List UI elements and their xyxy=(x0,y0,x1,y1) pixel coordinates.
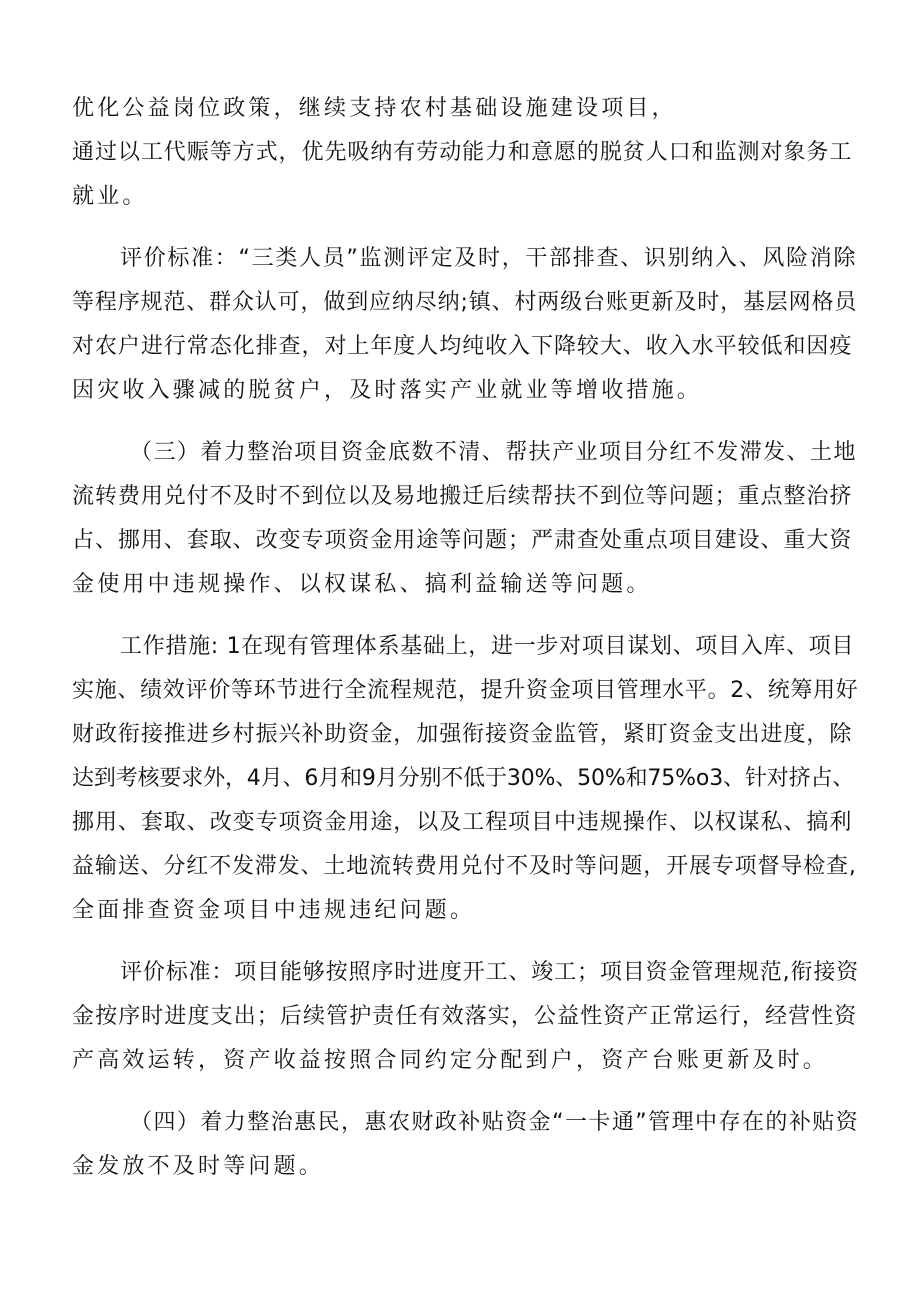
text-line: 评价标准：项目能够按照序时进度开工、竣工；项目资金管理规范,衔接资 xyxy=(120,960,860,985)
text-line: 等程序规范、群众认可，做到应纳尽纳;镇、村两级台账更新及时，基层网格员 xyxy=(72,290,858,315)
text-line: 对农户进行常态化排查，对上年度人均纯收入下降较大、收入水平较低和因疫 xyxy=(72,334,853,359)
text-line: 产高效运转，资产收益按照合同约定分配到户，资产台账更新及时。 xyxy=(72,1048,829,1073)
text-line: （三）着力整治项目资金底数不清、帮扶产业项目分红不发滞发、土地 xyxy=(130,440,857,465)
text-line: 评价标准：“三类人员”监测评定及时，干部排查、识别纳入、风险消除 xyxy=(120,246,858,271)
text-line: 优化公益岗位政策，继续支持农村基础设施建设项目， xyxy=(72,96,677,121)
text-line: 金发放不及时等问题。 xyxy=(72,1154,325,1179)
text-line: 全面排查资金项目中违规违纪问题。 xyxy=(72,898,476,923)
text-line: 益输送、分红不发滞发、土地流转费用兑付不及时等问题，开展专项督导检查, xyxy=(72,854,857,879)
text-line: 财政衔接推进乡村振兴补助资金，加强衔接资金监管，紧盯资金支出进度，除 xyxy=(72,722,853,747)
text-line: 金按序时进度支出；后续管护责任有效落实，公益性资产正常运行，经营性资 xyxy=(72,1004,858,1029)
text-line: 达到考核要求外，4月、6月和9月分别不低于30%、50%和75%o3、针对挤占、 xyxy=(72,766,855,791)
text-line: （四）着力整治惠民，惠农财政补贴资金“一卡通”管理中存在的补贴资 xyxy=(130,1110,860,1135)
text-line: 通过以工代赈等方式，优先吸纳有劳动能力和意愿的脱贫人口和监测对象务工 xyxy=(72,140,853,165)
text-line: 流转费用兑付不及时不到位以及易地搬迁后续帮扶不到位等问题；重点整治挤 xyxy=(72,484,853,509)
text-line: 工作措施: 1在现有管理体系基础上，进一步对项目谋划、项目入库、项目 xyxy=(120,634,855,659)
text-line: 因灾收入骤减的脱贫户，及时落实产业就业等增收措施。 xyxy=(72,378,703,403)
text-line: 占、挪用、套取、改变专项资金用途等问题；严肃查处重点项目建设、重大资 xyxy=(72,528,853,553)
text-line: 金使用中违规操作、以权谋私、搞利益输送等问题。 xyxy=(72,572,652,597)
text-line: 实施、绩效评价等环节进行全流程规范，提升资金项目管理水平。2、统筹用好 xyxy=(72,678,859,703)
text-line: 挪用、套取、改变专项资金用途，以及工程项目中违规操作、以权谋私、搞利 xyxy=(72,810,853,835)
text-line: 就业。 xyxy=(72,184,148,209)
